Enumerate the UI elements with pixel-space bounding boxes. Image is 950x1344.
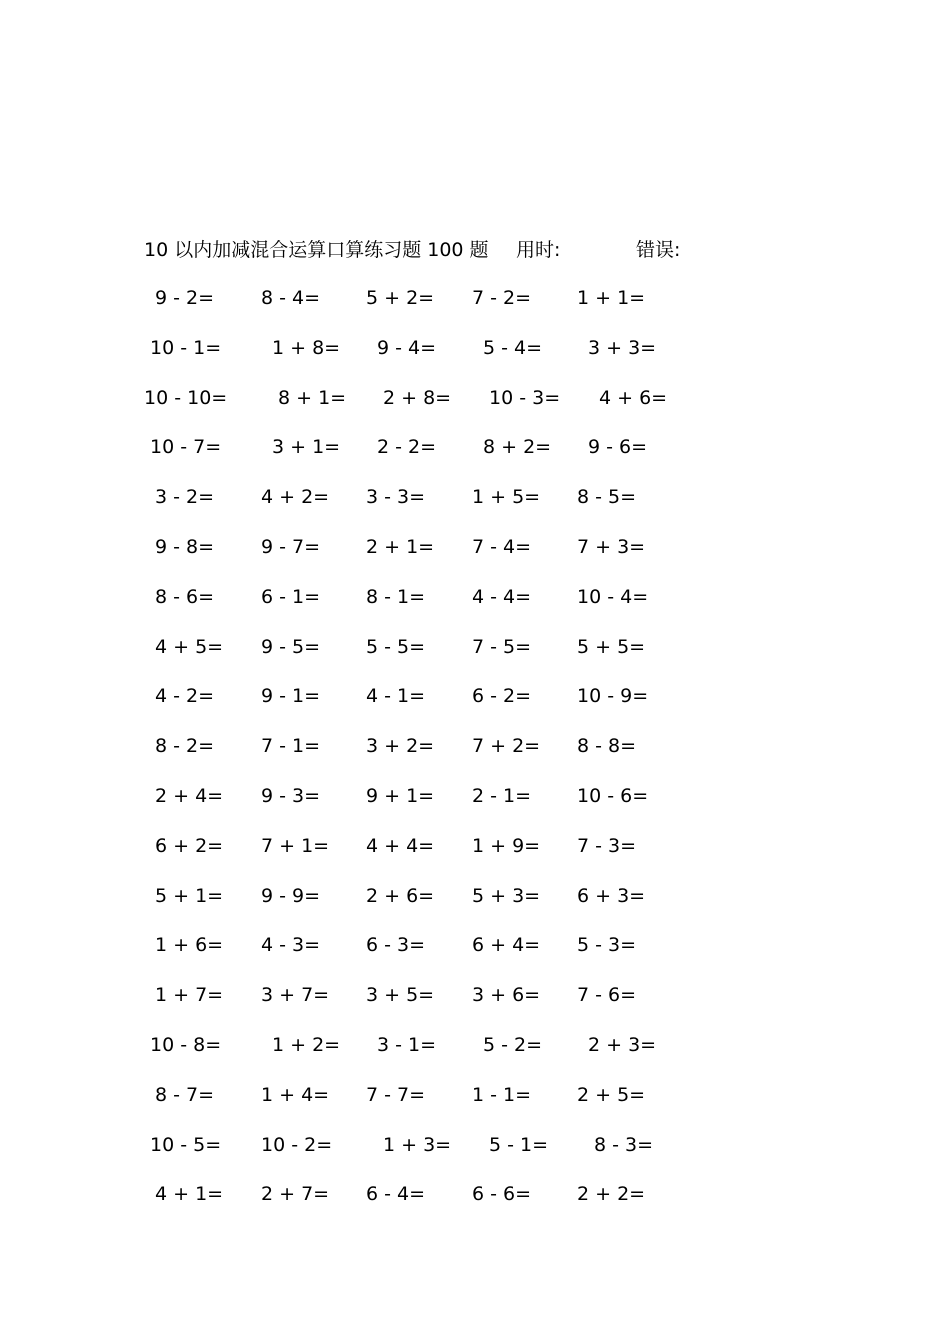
problem-item: 7 - 3= xyxy=(577,834,637,857)
problem-item: 1 + 2= xyxy=(272,1033,341,1056)
problem-item: 10 - 5= xyxy=(150,1133,222,1156)
problem-item: 2 + 2= xyxy=(577,1183,646,1206)
problem-item: 9 - 7= xyxy=(261,535,321,558)
problem-item: 7 - 4= xyxy=(472,535,532,558)
problem-item: 3 + 6= xyxy=(472,984,541,1007)
problem-item: 2 - 2= xyxy=(377,436,437,459)
problem-item: 1 + 3= xyxy=(383,1133,452,1156)
problem-item: 10 - 4= xyxy=(577,585,649,608)
problem-item: 3 + 3= xyxy=(588,336,657,359)
problem-item: 6 - 3= xyxy=(366,934,426,957)
problem-item: 4 + 2= xyxy=(261,486,330,509)
problem-item: 6 + 3= xyxy=(577,884,646,907)
problem-item: 3 + 2= xyxy=(366,735,435,758)
problem-item: 7 - 2= xyxy=(472,287,532,309)
problem-item: 5 - 2= xyxy=(483,1033,543,1056)
problem-item: 9 - 4= xyxy=(377,336,437,359)
worksheet-header xyxy=(144,236,764,264)
problem-item: 7 - 7= xyxy=(366,1083,426,1106)
problem-item: 5 + 1= xyxy=(155,884,224,907)
problem-item: 2 + 7= xyxy=(261,1183,330,1206)
problem-item: 9 - 3= xyxy=(261,784,321,807)
problem-item: 2 + 3= xyxy=(588,1033,657,1056)
problem-row xyxy=(0,732,950,782)
problem-item: 8 - 2= xyxy=(155,735,215,758)
errors-label: 错误: xyxy=(636,239,681,261)
problem-row xyxy=(0,533,950,583)
problem-item: 7 + 3= xyxy=(577,535,646,558)
problem-item: 8 - 8= xyxy=(577,735,637,758)
problem-item: 9 - 6= xyxy=(588,436,648,459)
problem-item: 6 - 2= xyxy=(472,685,532,708)
problem-item: 6 - 1= xyxy=(261,585,321,608)
problem-item: 10 - 1= xyxy=(150,336,222,359)
problem-row xyxy=(0,284,950,334)
problem-item: 2 + 5= xyxy=(577,1083,646,1106)
problem-item: 9 - 5= xyxy=(261,635,321,658)
problem-item: 6 - 6= xyxy=(472,1183,532,1206)
problem-row xyxy=(0,682,950,732)
problem-item: 7 - 1= xyxy=(261,735,321,758)
problem-item: 4 - 2= xyxy=(155,685,215,708)
problem-item: 9 - 1= xyxy=(261,685,321,708)
problem-item: 5 - 5= xyxy=(366,635,426,658)
problem-row xyxy=(0,1131,950,1181)
problem-item: 4 - 4= xyxy=(472,585,532,608)
worksheet-title: 10 以内加减混合运算口算练习题 100 题 xyxy=(144,239,489,261)
problem-row xyxy=(0,782,950,832)
problem-item: 3 + 5= xyxy=(366,984,435,1007)
problem-item: 8 - 5= xyxy=(577,486,637,509)
time-label: 用时: xyxy=(516,239,561,261)
problem-item: 1 + 9= xyxy=(472,834,541,857)
problem-item: 5 + 2= xyxy=(366,287,435,309)
problem-item: 8 - 6= xyxy=(155,585,215,608)
problem-item: 9 - 8= xyxy=(155,535,215,558)
problem-item: 4 - 1= xyxy=(366,685,426,708)
problem-item: 8 - 4= xyxy=(261,287,321,309)
problem-row xyxy=(0,583,950,633)
problem-item: 10 - 6= xyxy=(577,784,649,807)
problem-item: 3 + 7= xyxy=(261,984,330,1007)
problem-item: 5 - 4= xyxy=(483,336,543,359)
problem-item: 10 - 3= xyxy=(489,386,561,409)
problem-item: 10 - 9= xyxy=(577,685,649,708)
problem-item: 4 + 4= xyxy=(366,834,435,857)
problem-item: 6 + 4= xyxy=(472,934,541,957)
problem-item: 5 + 3= xyxy=(472,884,541,907)
problem-item: 2 + 4= xyxy=(155,784,224,807)
problem-item: 1 + 8= xyxy=(272,336,341,359)
problem-item: 1 + 4= xyxy=(261,1083,330,1106)
problem-item: 1 + 7= xyxy=(155,984,224,1007)
problem-item: 9 - 9= xyxy=(261,884,321,907)
problem-grid xyxy=(0,284,950,1230)
problem-item: 3 - 1= xyxy=(377,1033,437,1056)
problem-row xyxy=(0,882,950,932)
problem-item: 3 - 2= xyxy=(155,486,215,509)
problem-item: 5 + 5= xyxy=(577,635,646,658)
problem-item: 10 - 10= xyxy=(144,386,228,409)
problem-item: 6 - 4= xyxy=(366,1183,426,1206)
problem-row xyxy=(0,384,950,434)
problem-item: 7 - 5= xyxy=(472,635,532,658)
problem-item: 8 + 2= xyxy=(483,436,552,459)
problem-item: 5 - 1= xyxy=(489,1133,549,1156)
problem-item: 8 - 7= xyxy=(155,1083,215,1106)
problem-item: 8 + 1= xyxy=(278,386,347,409)
problem-item: 9 + 1= xyxy=(366,784,435,807)
problem-item: 4 + 5= xyxy=(155,635,224,658)
problem-row xyxy=(0,981,950,1031)
problem-item: 2 - 1= xyxy=(472,784,532,807)
problem-row xyxy=(0,832,950,882)
problem-item: 1 - 1= xyxy=(472,1083,532,1106)
problem-row xyxy=(0,931,950,981)
problem-item: 10 - 8= xyxy=(150,1033,222,1056)
problem-row xyxy=(0,633,950,683)
problem-item: 7 + 1= xyxy=(261,834,330,857)
problem-item: 3 - 3= xyxy=(366,486,426,509)
problem-item: 2 + 8= xyxy=(383,386,452,409)
problem-item: 2 + 6= xyxy=(366,884,435,907)
problem-item: 6 + 2= xyxy=(155,834,224,857)
problem-item: 10 - 7= xyxy=(150,436,222,459)
problem-row xyxy=(0,1180,950,1230)
problem-item: 4 + 1= xyxy=(155,1183,224,1206)
problem-row xyxy=(0,334,950,384)
problem-row xyxy=(0,1031,950,1081)
problem-row xyxy=(0,483,950,533)
problem-item: 9 - 2= xyxy=(155,287,215,309)
problem-item: 7 + 2= xyxy=(472,735,541,758)
problem-item: 10 - 2= xyxy=(261,1133,333,1156)
problem-item: 8 - 3= xyxy=(594,1133,654,1156)
problem-item: 2 + 1= xyxy=(366,535,435,558)
problem-item: 1 + 6= xyxy=(155,934,224,957)
problem-item: 1 + 5= xyxy=(472,486,541,509)
problem-item: 8 - 1= xyxy=(366,585,426,608)
problem-item: 4 - 3= xyxy=(261,934,321,957)
problem-item: 5 - 3= xyxy=(577,934,637,957)
problem-item: 4 + 6= xyxy=(599,386,668,409)
problem-row xyxy=(0,1081,950,1131)
problem-item: 3 + 1= xyxy=(272,436,341,459)
problem-item: 1 + 1= xyxy=(577,287,646,309)
problem-row xyxy=(0,433,950,483)
problem-item: 7 - 6= xyxy=(577,984,637,1007)
